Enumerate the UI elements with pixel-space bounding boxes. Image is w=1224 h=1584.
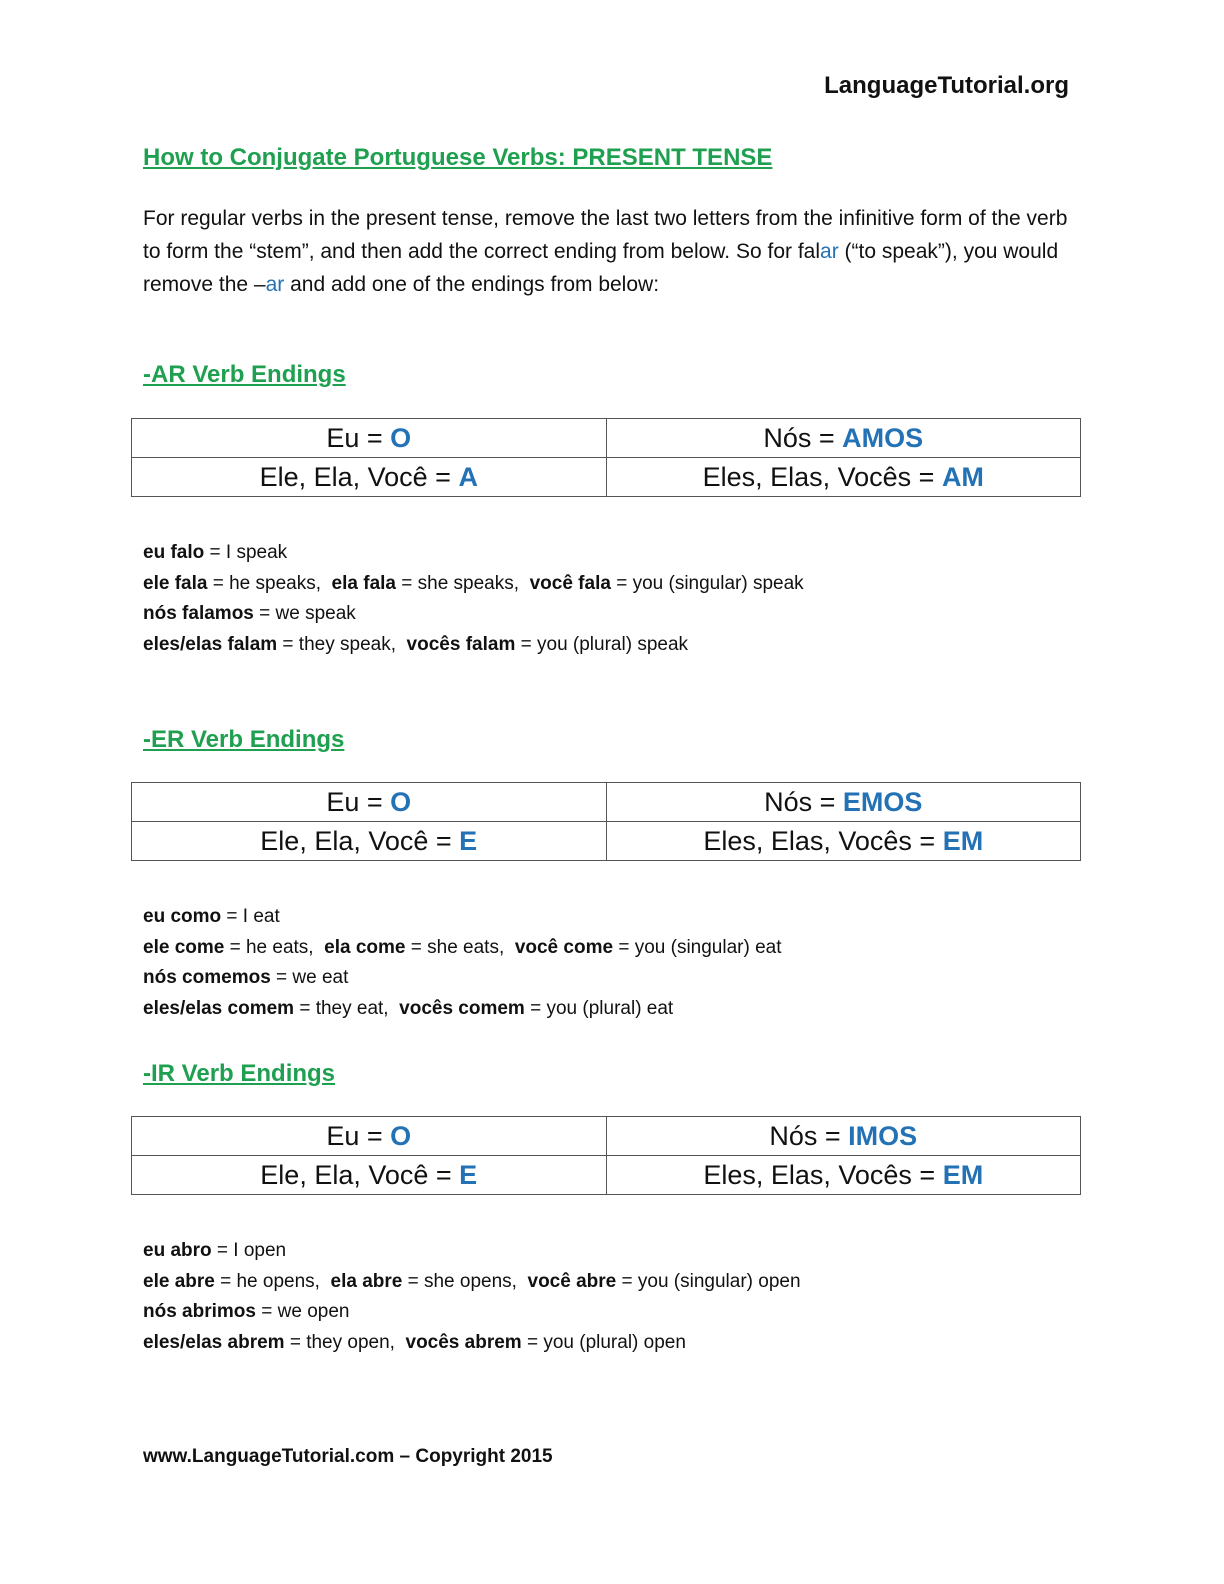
ending: AM [941,462,984,492]
translation: = we open [255,1301,350,1323]
verb-form: eu abro [143,1240,212,1261]
translation: = they open, [284,1331,406,1353]
translation: = he speaks, [207,572,332,594]
endings-table [131,1116,1081,1195]
intro-highlight-ar-2: ar [265,273,285,296]
verb-form: eles/elas comem [143,997,295,1019]
verb-form: ela come [324,936,406,958]
verb-form: você fala [529,572,611,594]
cell-ele-ela-voce: Ele, Ela, Você = A [132,458,607,497]
translation: = I speak [204,542,288,563]
examples-list [143,1236,801,1358]
ending: E [459,1160,478,1190]
translation: = we speak [253,603,356,625]
cell-ele-ela-voce: Ele, Ela, Você = E [132,1156,607,1195]
ending: O [390,423,412,453]
intro-highlight-ar-1: ar [820,240,839,263]
examples-list [143,538,804,660]
ending: A [458,462,478,492]
cell-eu: Eu = O [132,1117,607,1156]
verb-form: ele abre [143,1270,215,1292]
ending: E [459,826,478,856]
verb-form: eu falo [143,542,205,563]
translation: = you (plural) open [521,1331,686,1353]
cell-nos: Nós = EMOS [606,783,1081,822]
example-line [143,994,782,1025]
site-header: LanguageTutorial.org [824,72,1069,99]
intro-text-3: and add one of the endings from below: [284,273,660,296]
verb-form: eu como [143,906,222,927]
verb-form: nós abrimos [143,1301,256,1323]
cell-eles-elas-voces: Eles, Elas, Vocês = EM [606,1156,1081,1195]
translation: = he eats, [224,936,325,958]
ending: EMOS [842,787,923,817]
verb-form: ela abre [330,1270,403,1292]
verb-form: nós falamos [143,603,254,625]
page-title: How to Conjugate Portuguese Verbs: PRESENT TENSE [143,144,773,171]
intro-text-2: (“to speak”), you would remove the – [143,240,1059,296]
ending: AMOS [842,423,924,453]
verb-form: ele fala [143,572,208,594]
intro-paragraph [143,202,1073,301]
example-line [143,963,782,994]
cell-ele-ela-voce: Ele, Ela, Você = E [132,822,607,861]
example-line [143,933,782,964]
section-title: -AR Verb Endings [143,361,346,388]
verb-form: vocês falam [406,633,516,655]
ending: O [390,1121,412,1151]
example-line [143,1297,801,1328]
verb-form: eles/elas abrem [143,1331,285,1353]
example-line [143,599,804,630]
verb-form: ele come [143,936,225,958]
translation: = we eat [270,967,349,989]
endings-table [131,418,1081,497]
endings-table [131,782,1081,861]
ending: O [390,787,412,817]
verb-form: ela fala [331,572,396,594]
example-line [143,1236,801,1267]
example-line [143,1328,801,1359]
footer-copyright: www.LanguageTutorial.com – Copyright 2015 [143,1446,553,1467]
translation: = I open [211,1240,287,1261]
verb-form: vocês comem [399,997,525,1019]
verb-form: você abre [527,1270,617,1292]
translation: = they eat, [294,997,400,1019]
translation: = they speak, [277,633,407,655]
example-line [143,902,782,933]
translation: = I eat [221,906,280,927]
verb-form: vocês abrem [405,1331,522,1353]
cell-eu: Eu = O [132,419,607,458]
example-line [143,538,804,569]
verb-form: eles/elas falam [143,633,278,655]
translation: = you (singular) open [616,1270,801,1292]
translation: = he opens, [214,1270,331,1292]
section-title: -ER Verb Endings [143,726,345,753]
cell-nos: Nós = AMOS [606,419,1081,458]
intro-text-1: For regular verbs in the present tense, remove the last two letters from the infinitive form of the verb to form the “stem”, and then add the correct ending from below. So for fal [143,207,1068,263]
translation: = you (singular) speak [610,572,804,594]
verb-form: nós comemos [143,967,271,989]
cell-nos: Nós = IMOS [606,1117,1081,1156]
translation: = she opens, [402,1270,528,1292]
cell-eles-elas-voces: Eles, Elas, Vocês = AM [606,458,1081,497]
translation: = you (plural) eat [524,997,674,1019]
example-line [143,1267,801,1298]
verb-form: você come [514,936,614,958]
ending: EM [942,1160,984,1190]
translation: = you (plural) speak [515,633,689,655]
translation: = she eats, [405,936,515,958]
example-line [143,569,804,600]
translation: = you (singular) eat [613,936,782,958]
example-line [143,630,804,661]
cell-eu: Eu = O [132,783,607,822]
examples-list [143,902,782,1024]
cell-eles-elas-voces: Eles, Elas, Vocês = EM [606,822,1081,861]
translation: = she speaks, [395,572,530,594]
section-title: -IR Verb Endings [143,1060,336,1087]
ending: EM [942,826,984,856]
ending: IMOS [848,1121,918,1151]
